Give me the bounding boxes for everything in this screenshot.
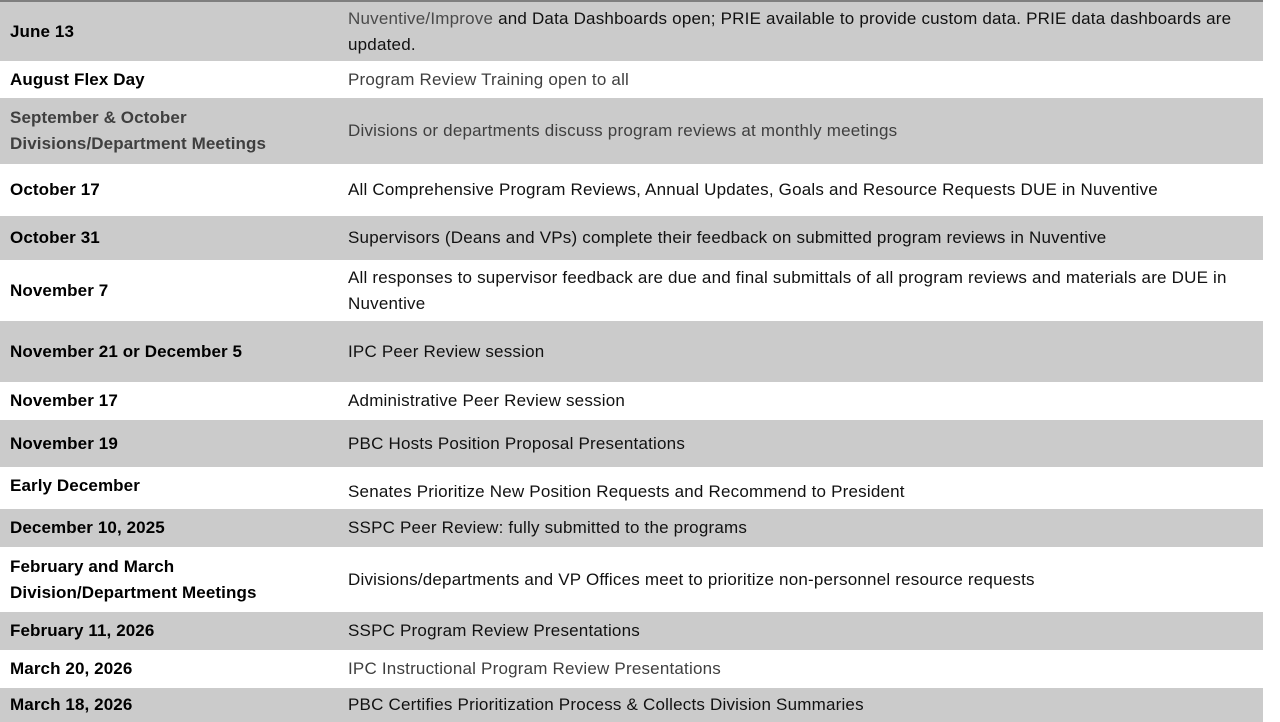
table-row (0, 2, 1263, 61)
row-description: PBC Hosts Position Proposal Presentations (348, 433, 686, 453)
table-row (0, 216, 1263, 260)
row-date: October 17 (10, 180, 100, 199)
table-row (0, 650, 1263, 688)
table-row (0, 688, 1263, 722)
table-row (0, 164, 1263, 216)
row-description (338, 6, 1248, 58)
row-date: December 10, 2025 (10, 518, 165, 537)
row-description: All responses to supervisor feedback are due and final submittals of all program reviews and materials are DUE in Nuventive (348, 267, 1227, 313)
table-row (0, 420, 1263, 467)
row-date: November 17 (10, 391, 118, 410)
table-row (0, 547, 1263, 612)
row-date: November 7 (10, 280, 109, 300)
row-description: Supervisors (Deans and VPs) complete their feedback on submitted program reviews in Nuventive (348, 228, 1107, 247)
row-description: Senates Prioritize New Position Requests and Recommend to President (348, 482, 905, 501)
row-date: March 20, 2026 (10, 659, 133, 678)
row-date: October 31 (10, 228, 100, 247)
row-description: Divisions/departments and VP Offices meet to prioritize non-personnel resource requests (348, 569, 1035, 589)
row-description: SSPC Program Review Presentations (348, 621, 640, 640)
row-description: IPC Instructional Program Review Presentations (348, 659, 721, 678)
table-row (0, 612, 1263, 650)
table-row (0, 467, 1263, 509)
table-row (0, 61, 1263, 98)
row-date: November 19 (10, 433, 118, 453)
row-date: November 21 or December 5 (10, 341, 243, 361)
row-description: PBC Certifies Prioritization Process & Collects Division Summaries (348, 695, 864, 714)
row-description: Divisions or departments discuss program reviews at monthly meetings (348, 121, 898, 140)
row-description: Program Review Training open to all (348, 69, 630, 89)
row-date: June 13 (10, 21, 75, 41)
row-date: August Flex Day (10, 69, 145, 89)
row-date: March 18, 2026 (10, 695, 133, 714)
row-description: SSPC Peer Review: fully submitted to the programs (348, 518, 748, 537)
row-description: Administrative Peer Review session (348, 391, 626, 410)
row-date: September & October Divisions/Department Meetings (10, 108, 267, 153)
row-description: IPC Peer Review session (348, 341, 545, 361)
row-description-part: Nuventive/Improve (348, 8, 494, 28)
table-row (0, 98, 1263, 164)
row-description-part: and Data Dashboards open; PRIE available to provide custom data. PRIE data dashboards are updated. (348, 8, 1232, 54)
table-row (0, 382, 1263, 420)
table-row (0, 509, 1263, 547)
row-date: February and March Division/Department Meetings (10, 556, 257, 602)
row-date: Early December (10, 476, 140, 495)
table-row (0, 321, 1263, 382)
row-date: February 11, 2026 (10, 621, 155, 640)
table-row (0, 260, 1263, 321)
row-description: All Comprehensive Program Reviews, Annual Updates, Goals and Resource Requests DUE in Nuventive (348, 180, 1158, 199)
